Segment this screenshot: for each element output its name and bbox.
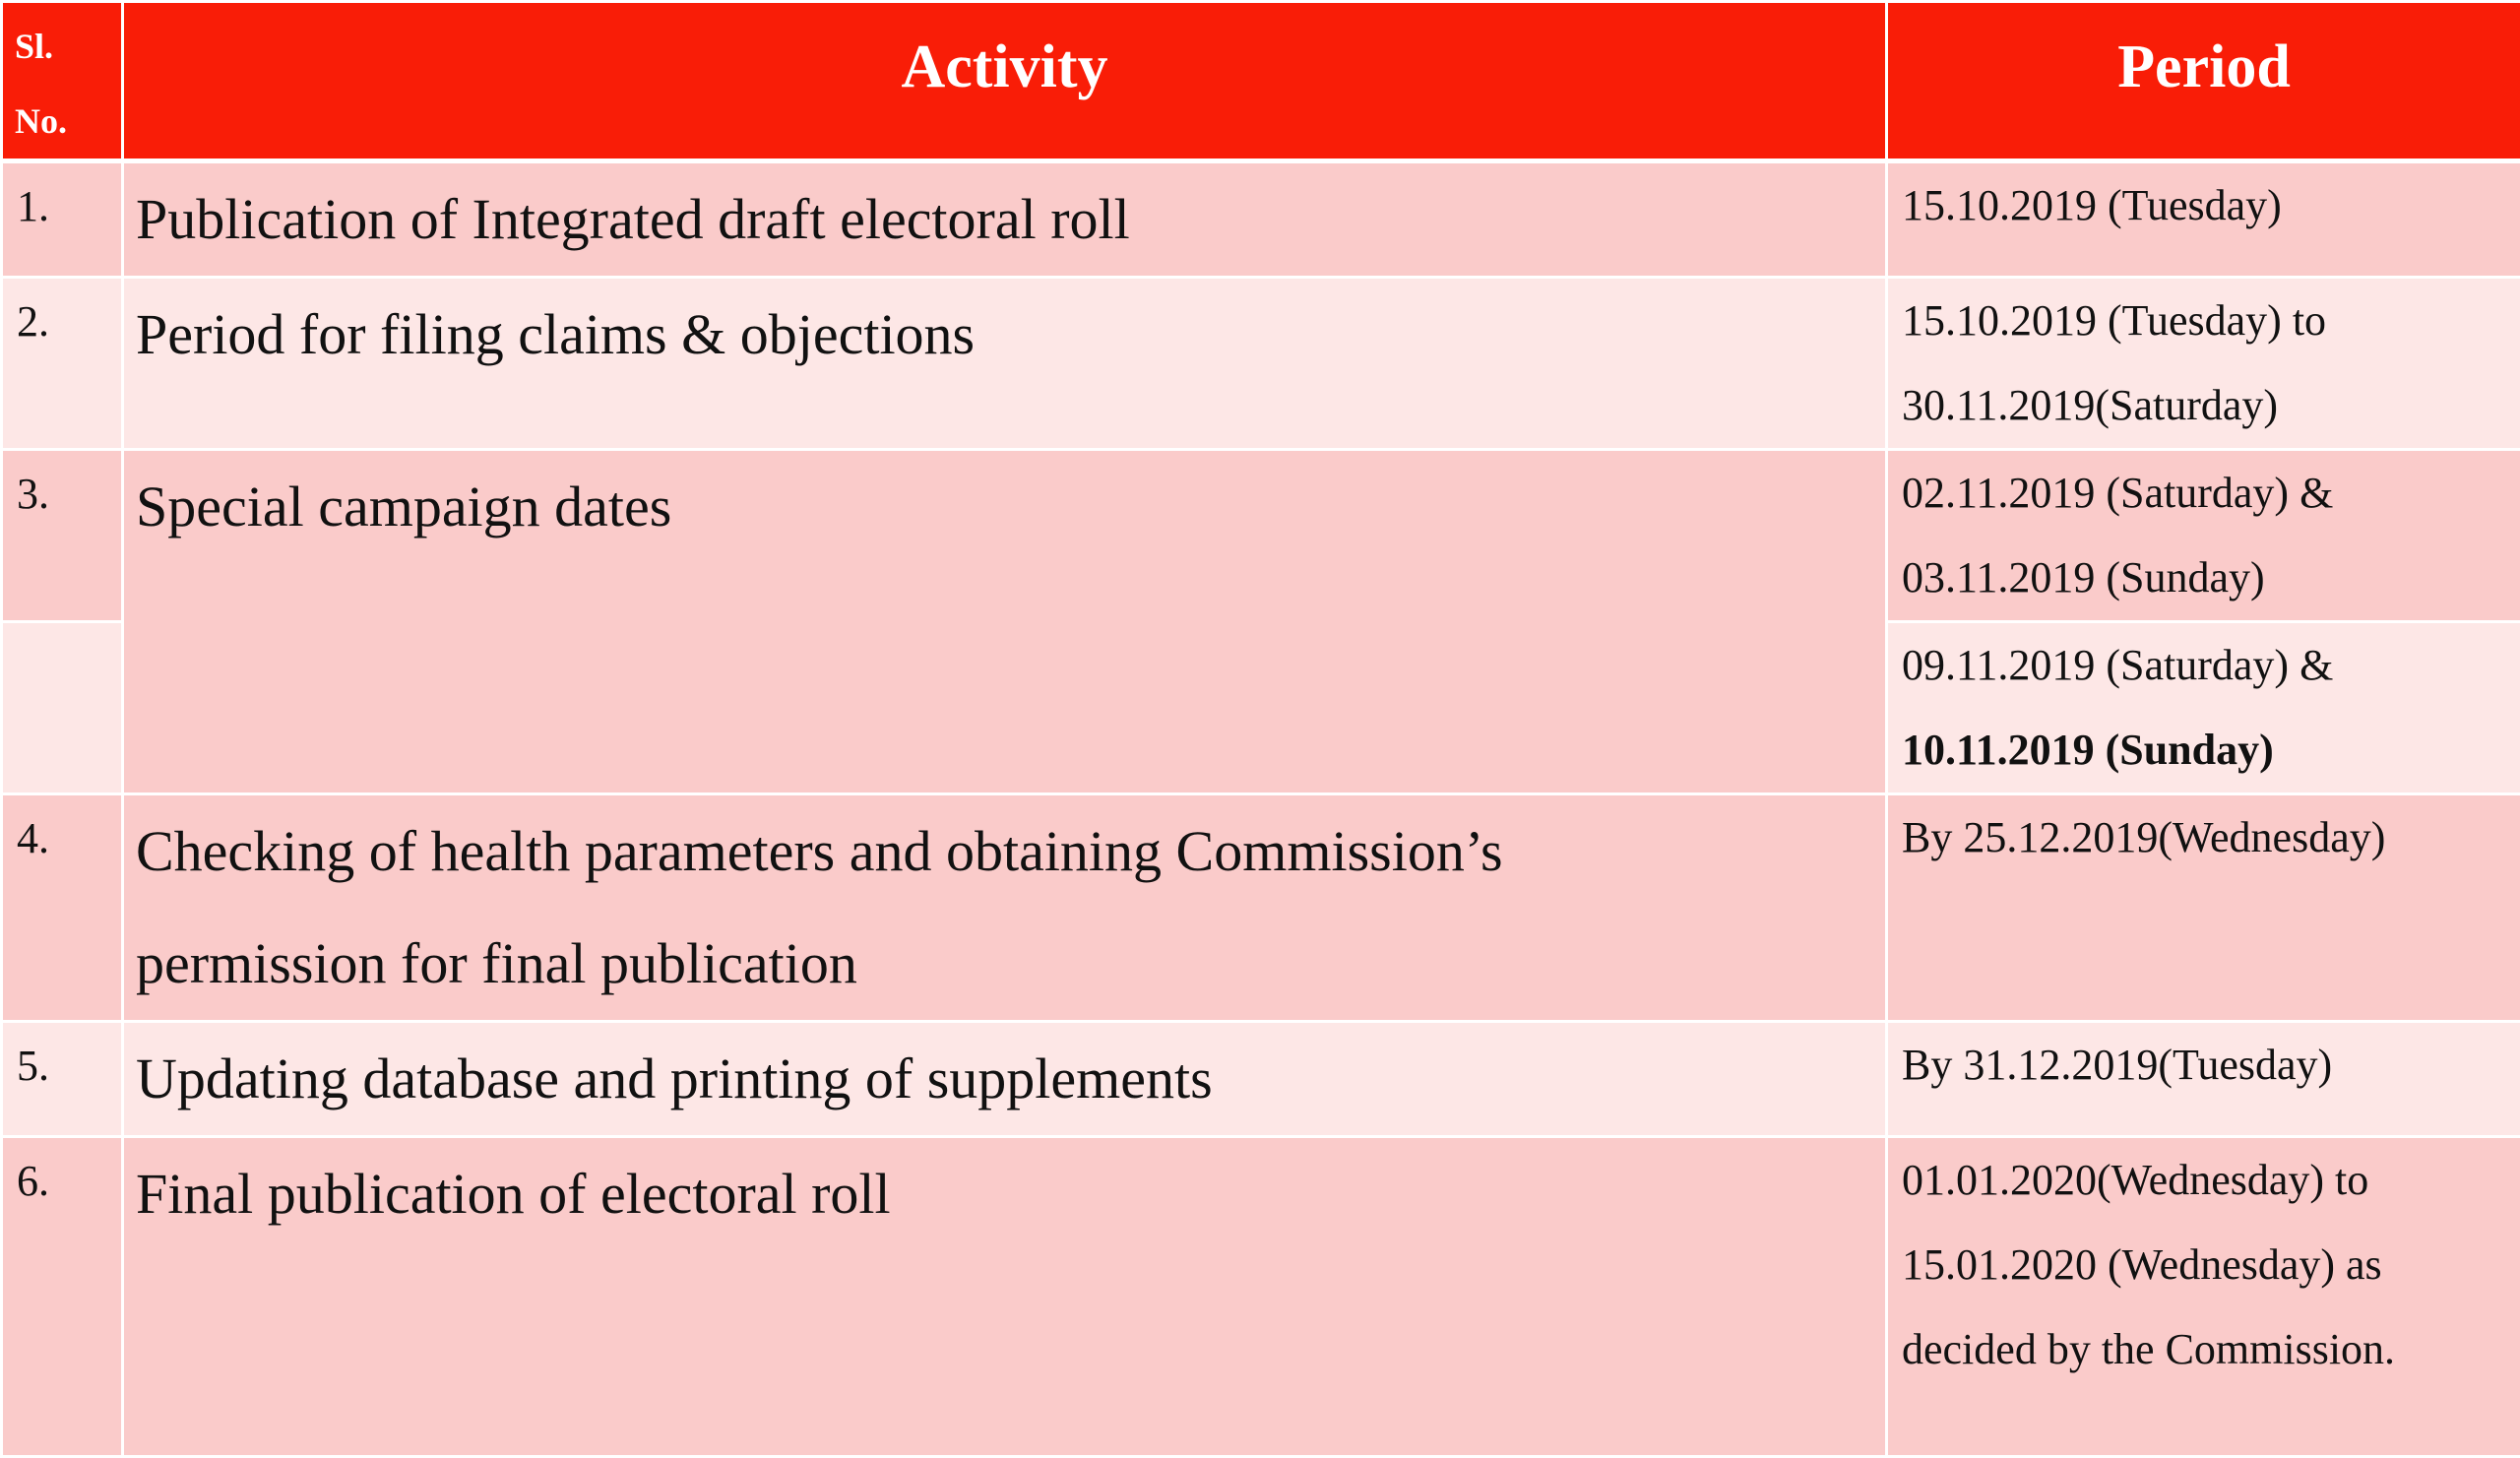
period-line: 01.01.2020(Wednesday) to xyxy=(1902,1138,2520,1223)
table-row xyxy=(2,1022,2520,1137)
row-serial: 1. xyxy=(2,161,123,278)
period-line: By 25.12.2019(Wednesday) xyxy=(1902,795,2520,880)
row-period xyxy=(1887,622,2520,794)
table-row xyxy=(2,450,2520,622)
period-line: By 31.12.2019(Tuesday) xyxy=(1902,1023,2520,1108)
header-sl-label: Sl. xyxy=(15,9,121,84)
row-serial: 4. xyxy=(2,794,123,1022)
row-period xyxy=(1887,278,2520,450)
row-activity: Updating database and printing of supplements xyxy=(123,1022,1887,1137)
row-period xyxy=(1887,450,2520,622)
activity-line: Checking of health parameters and obtaining Commission’s xyxy=(136,795,1885,908)
period-line: 15.01.2020 (Wednesday) as xyxy=(1902,1223,2520,1307)
activity-line: permission for final publication xyxy=(136,908,1885,1020)
table-header-row xyxy=(2,2,2520,161)
period-line: 02.11.2019 (Saturday) & xyxy=(1902,451,2520,536)
period-line: decided by the Commission. xyxy=(1902,1307,2520,1392)
row-activity xyxy=(123,794,1887,1022)
row-serial: 2. xyxy=(2,278,123,450)
period-line-bold: 10.11.2019 (Sunday) xyxy=(1902,708,2520,792)
period-line: 15.10.2019 (Tuesday) xyxy=(1902,163,2520,248)
table-row xyxy=(2,161,2520,278)
header-period: Period xyxy=(1887,2,2520,161)
row-period xyxy=(1887,1137,2520,1457)
period-line: 15.10.2019 (Tuesday) to xyxy=(1902,279,2520,363)
table-row xyxy=(2,278,2520,450)
row-serial: 5. xyxy=(2,1022,123,1137)
row-activity: Publication of Integrated draft electoral roll xyxy=(123,161,1887,278)
period-line: 09.11.2019 (Saturday) & xyxy=(1902,623,2520,708)
row-period xyxy=(1887,1022,2520,1137)
period-line: 30.11.2019(Saturday) xyxy=(1902,363,2520,448)
row-serial: 6. xyxy=(2,1137,123,1457)
row-period xyxy=(1887,161,2520,278)
table-row xyxy=(2,794,2520,1022)
period-line: 03.11.2019 (Sunday) xyxy=(1902,536,2520,620)
row-period xyxy=(1887,794,2520,1022)
row-activity: Final publication of electoral roll xyxy=(123,1137,1887,1457)
row-activity: Special campaign dates xyxy=(123,450,1887,794)
header-sl-no xyxy=(2,2,123,161)
row-serial: 3. xyxy=(2,450,123,622)
header-no-label: No. xyxy=(15,84,121,158)
table-row xyxy=(2,1137,2520,1457)
row-activity: Period for filing claims & objections xyxy=(123,278,1887,450)
row-serial-empty xyxy=(2,622,123,794)
header-activity: Activity xyxy=(123,2,1887,161)
